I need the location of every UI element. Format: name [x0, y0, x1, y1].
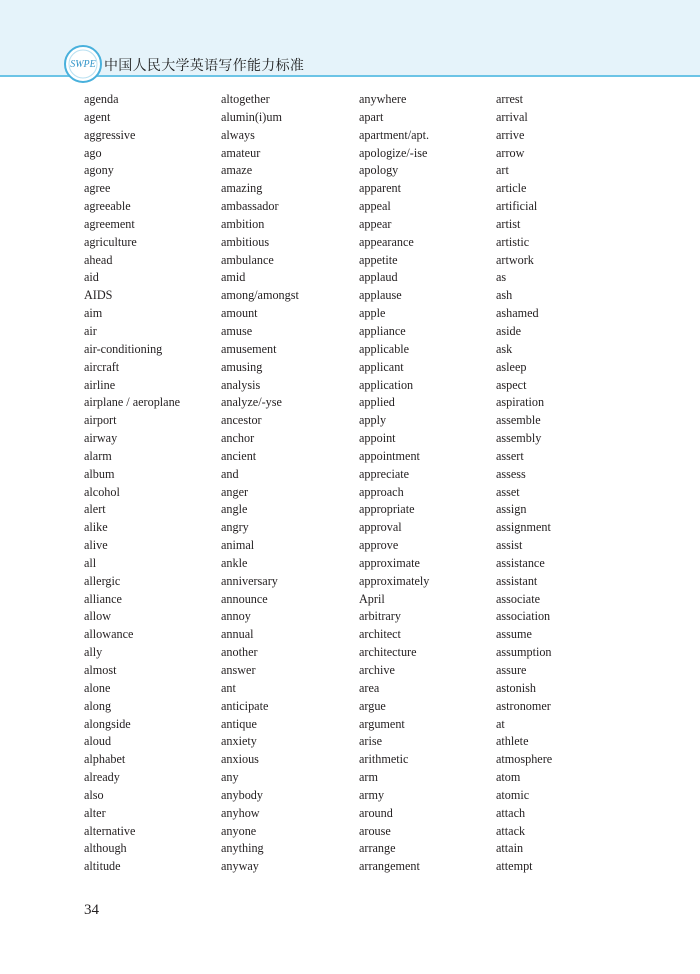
vocabulary-word: atom	[496, 770, 521, 785]
vocabulary-word: appear	[359, 216, 392, 231]
vocabulary-word: ally	[84, 645, 103, 660]
vocabulary-word: altogether	[221, 92, 270, 106]
vocabulary-word: always	[221, 127, 255, 142]
vocabulary-word: arrival	[496, 109, 528, 124]
vocabulary-word: association	[496, 609, 551, 624]
vocabulary-word: air-conditioning	[84, 341, 163, 356]
vocabulary-word: any	[221, 770, 239, 785]
vocabulary-word: applicable	[359, 341, 410, 356]
vocabulary-word: alcohol	[84, 484, 120, 499]
vocabulary-word: agony	[84, 163, 114, 178]
vocabulary-word: approximately	[359, 573, 430, 588]
vocabulary-word: ancient	[221, 448, 257, 463]
vocabulary-word: army	[359, 787, 385, 802]
vocabulary-word: already	[84, 770, 120, 785]
vocabulary-word: alumin(i)um	[221, 109, 282, 124]
vocabulary-word: another	[221, 645, 258, 660]
vocabulary-word: almost	[84, 663, 117, 677]
vocabulary-word: amusing	[221, 359, 263, 374]
vocabulary-word: attempt	[496, 859, 533, 874]
vocabulary-word: alone	[84, 680, 111, 695]
vocabulary-word: anyway	[221, 859, 259, 874]
vocabulary-word: apply	[359, 413, 387, 428]
vocabulary-word: attack	[496, 823, 526, 838]
vocabulary-word: assist	[496, 538, 523, 553]
vocabulary-word: amaze	[221, 163, 253, 178]
vocabulary-word: annoy	[221, 609, 251, 624]
word-column-4	[496, 91, 631, 876]
vocabulary-word: aloud	[84, 734, 112, 749]
vocabulary-word: asleep	[496, 359, 527, 374]
vocabulary-word: ask	[496, 341, 513, 356]
vocabulary-word: agent	[84, 109, 111, 124]
vocabulary-word: among/amongst	[221, 288, 299, 303]
vocabulary-word: approximate	[359, 555, 420, 570]
vocabulary-word: arouse	[359, 823, 391, 838]
vocabulary-word: applaud	[359, 270, 398, 285]
vocabulary-word: aim	[84, 306, 103, 321]
vocabulary-word: apology	[359, 163, 399, 178]
vocabulary-word: airplane / aeroplane	[84, 395, 181, 410]
vocabulary-word: artwork	[496, 252, 534, 267]
vocabulary-word: approve	[359, 538, 399, 553]
vocabulary-word: agriculture	[84, 234, 137, 249]
vocabulary-word: altitude	[84, 859, 121, 874]
vocabulary-word: amid	[221, 270, 246, 285]
vocabulary-word: apologize/-ise	[359, 145, 428, 160]
vocabulary-word: assembly	[496, 431, 542, 446]
vocabulary-word: ambitious	[221, 234, 270, 249]
page-number: 34	[84, 902, 99, 918]
vocabulary-word: apartment/apt.	[359, 127, 430, 142]
vocabulary-word: anyone	[221, 823, 257, 838]
vocabulary-word: at	[496, 716, 505, 731]
vocabulary-word: arrest	[496, 92, 524, 106]
vocabulary-word: assess	[496, 466, 526, 481]
vocabulary-word: application	[359, 377, 414, 392]
vocabulary-word: annual	[221, 627, 254, 642]
vocabulary-word: antique	[221, 716, 257, 731]
vocabulary-word: argue	[359, 698, 386, 713]
vocabulary-word: assume	[496, 627, 532, 642]
vocabulary-word: ambassador	[221, 199, 279, 214]
vocabulary-word: airway	[84, 431, 118, 446]
vocabulary-word: aspect	[496, 377, 527, 392]
vocabulary-word: architecture	[359, 645, 417, 660]
vocabulary-word: approach	[359, 484, 404, 499]
vocabulary-word: anyhow	[221, 805, 260, 820]
vocabulary-word: atmosphere	[496, 752, 553, 767]
vocabulary-word: astonish	[496, 680, 536, 695]
vocabulary-word: asset	[496, 484, 520, 499]
vocabulary-word: angle	[221, 502, 248, 517]
vocabulary-word: ahead	[84, 252, 113, 267]
vocabulary-word: amusement	[221, 341, 277, 356]
vocabulary-word: assistance	[496, 555, 545, 570]
vocabulary-word: applicant	[359, 359, 404, 374]
vocabulary-word: although	[84, 841, 127, 856]
vocabulary-word: anybody	[221, 787, 263, 802]
vocabulary-word: around	[359, 805, 393, 820]
vocabulary-word: ancestor	[221, 413, 262, 428]
word-column-3	[359, 91, 494, 876]
vocabulary-word: athlete	[496, 734, 529, 749]
vocabulary-word: alphabet	[84, 752, 126, 767]
vocabulary-word: assignment	[496, 520, 551, 535]
vocabulary-word: ambition	[221, 216, 265, 231]
vocabulary-word: archive	[359, 663, 395, 677]
vocabulary-word: alike	[84, 520, 108, 535]
vocabulary-word: anxious	[221, 752, 259, 767]
vocabulary-word: airport	[84, 413, 117, 428]
vocabulary-word: aggressive	[84, 127, 136, 142]
logo-text: SWPE	[70, 59, 96, 70]
vocabulary-word: and	[221, 466, 239, 481]
swpe-logo	[64, 45, 102, 83]
vocabulary-word: alarm	[84, 448, 112, 463]
vocabulary-word: assemble	[496, 413, 541, 428]
vocabulary-word: aid	[84, 270, 99, 285]
vocabulary-word: AIDS	[84, 288, 113, 303]
vocabulary-word: allergic	[84, 573, 121, 588]
vocabulary-word: arise	[359, 734, 383, 749]
vocabulary-word: anxiety	[221, 734, 257, 749]
vocabulary-word: apparent	[359, 181, 401, 196]
vocabulary-word: all	[84, 555, 97, 570]
vocabulary-word: appropriate	[359, 502, 415, 517]
vocabulary-word: appetite	[359, 252, 398, 267]
vocabulary-word: appointment	[359, 448, 420, 463]
vocabulary-word: atomic	[496, 787, 530, 802]
vocabulary-word: arbitrary	[359, 609, 401, 624]
word-column-2	[221, 91, 356, 876]
vocabulary-word: animal	[221, 538, 255, 553]
vocabulary-word: appearance	[359, 234, 414, 249]
header-rule	[0, 75, 700, 77]
vocabulary-word: attach	[496, 805, 526, 820]
vocabulary-word: arrange	[359, 841, 396, 856]
vocabulary-word: agreeable	[84, 199, 131, 214]
vocabulary-word: arrangement	[359, 859, 420, 874]
vocabulary-word: arm	[359, 770, 378, 785]
vocabulary-word: amount	[221, 306, 258, 321]
vocabulary-word: argument	[359, 716, 405, 731]
vocabulary-word: allow	[84, 609, 112, 624]
vocabulary-word: air	[84, 323, 97, 338]
vocabulary-word: agree	[84, 181, 111, 196]
vocabulary-word: analysis	[221, 377, 261, 392]
vocabulary-word: applied	[359, 395, 395, 410]
vocabulary-word: appeal	[359, 199, 391, 214]
vocabulary-word: assign	[496, 502, 527, 517]
vocabulary-word: ashamed	[496, 306, 539, 321]
vocabulary-word: alter	[84, 805, 106, 820]
vocabulary-word: announce	[221, 591, 268, 606]
vocabulary-word: anticipate	[221, 698, 269, 713]
vocabulary-word: also	[84, 787, 104, 802]
vocabulary-word: anger	[221, 484, 249, 499]
vocabulary-word: assumption	[496, 645, 552, 660]
vocabulary-word: ambulance	[221, 252, 274, 267]
vocabulary-word: arithmetic	[359, 752, 409, 767]
vocabulary-word: amuse	[221, 323, 253, 338]
vocabulary-word: ago	[84, 145, 102, 160]
vocabulary-word: aircraft	[84, 359, 120, 374]
vocabulary-word: anywhere	[359, 92, 407, 106]
vocabulary-word: anniversary	[221, 573, 278, 588]
vocabulary-word: arrive	[496, 127, 525, 142]
vocabulary-word: associate	[496, 591, 540, 606]
vocabulary-word: attain	[496, 841, 524, 856]
vocabulary-word: apple	[359, 306, 386, 321]
vocabulary-word: along	[84, 698, 112, 713]
page-header-title: 中国人民大学英语写作能力标准	[104, 58, 305, 74]
vocabulary-word: analyze/-yse	[221, 395, 282, 410]
vocabulary-word: allowance	[84, 627, 134, 642]
vocabulary-word: ankle	[221, 555, 248, 570]
vocabulary-word: artistic	[496, 234, 530, 249]
vocabulary-word: appoint	[359, 431, 396, 446]
vocabulary-word: aspiration	[496, 395, 545, 410]
vocabulary-word: April	[359, 591, 385, 606]
vocabulary-word: angry	[221, 520, 249, 535]
vocabulary-word: apart	[359, 109, 384, 124]
vocabulary-word: article	[496, 181, 527, 196]
vocabulary-word: agreement	[84, 216, 135, 231]
vocabulary-word: answer	[221, 663, 256, 677]
vocabulary-word: ant	[221, 680, 236, 695]
vocabulary-word: area	[359, 680, 380, 695]
vocabulary-word: alternative	[84, 823, 136, 838]
vocabulary-word: alert	[84, 502, 106, 517]
vocabulary-word: alliance	[84, 591, 122, 606]
vocabulary-word: album	[84, 466, 115, 481]
vocabulary-word: assert	[496, 448, 524, 463]
vocabulary-word: anchor	[221, 431, 255, 446]
vocabulary-word: ash	[496, 288, 513, 303]
vocabulary-word: airline	[84, 377, 116, 392]
vocabulary-word: amateur	[221, 145, 261, 160]
vocabulary-word: alive	[84, 538, 108, 553]
vocabulary-word: applause	[359, 288, 402, 303]
vocabulary-word: amazing	[221, 181, 263, 196]
vocabulary-word: arrow	[496, 145, 525, 160]
vocabulary-word: as	[496, 270, 507, 285]
vocabulary-word: appliance	[359, 323, 406, 338]
word-column-1	[84, 91, 219, 876]
vocabulary-word: art	[496, 163, 509, 178]
vocabulary-word: artificial	[496, 199, 538, 214]
vocabulary-word: artist	[496, 216, 521, 231]
vocabulary-word: assistant	[496, 573, 538, 588]
vocabulary-word: anything	[221, 841, 264, 856]
vocabulary-word: astronomer	[496, 698, 551, 713]
vocabulary-word: approval	[359, 520, 402, 535]
vocabulary-word: agenda	[84, 92, 119, 106]
vocabulary-word: alongside	[84, 716, 131, 731]
vocabulary-word: architect	[359, 627, 401, 642]
vocabulary-word: aside	[496, 323, 522, 338]
vocabulary-word: appreciate	[359, 466, 410, 481]
vocabulary-word: assure	[496, 663, 527, 677]
